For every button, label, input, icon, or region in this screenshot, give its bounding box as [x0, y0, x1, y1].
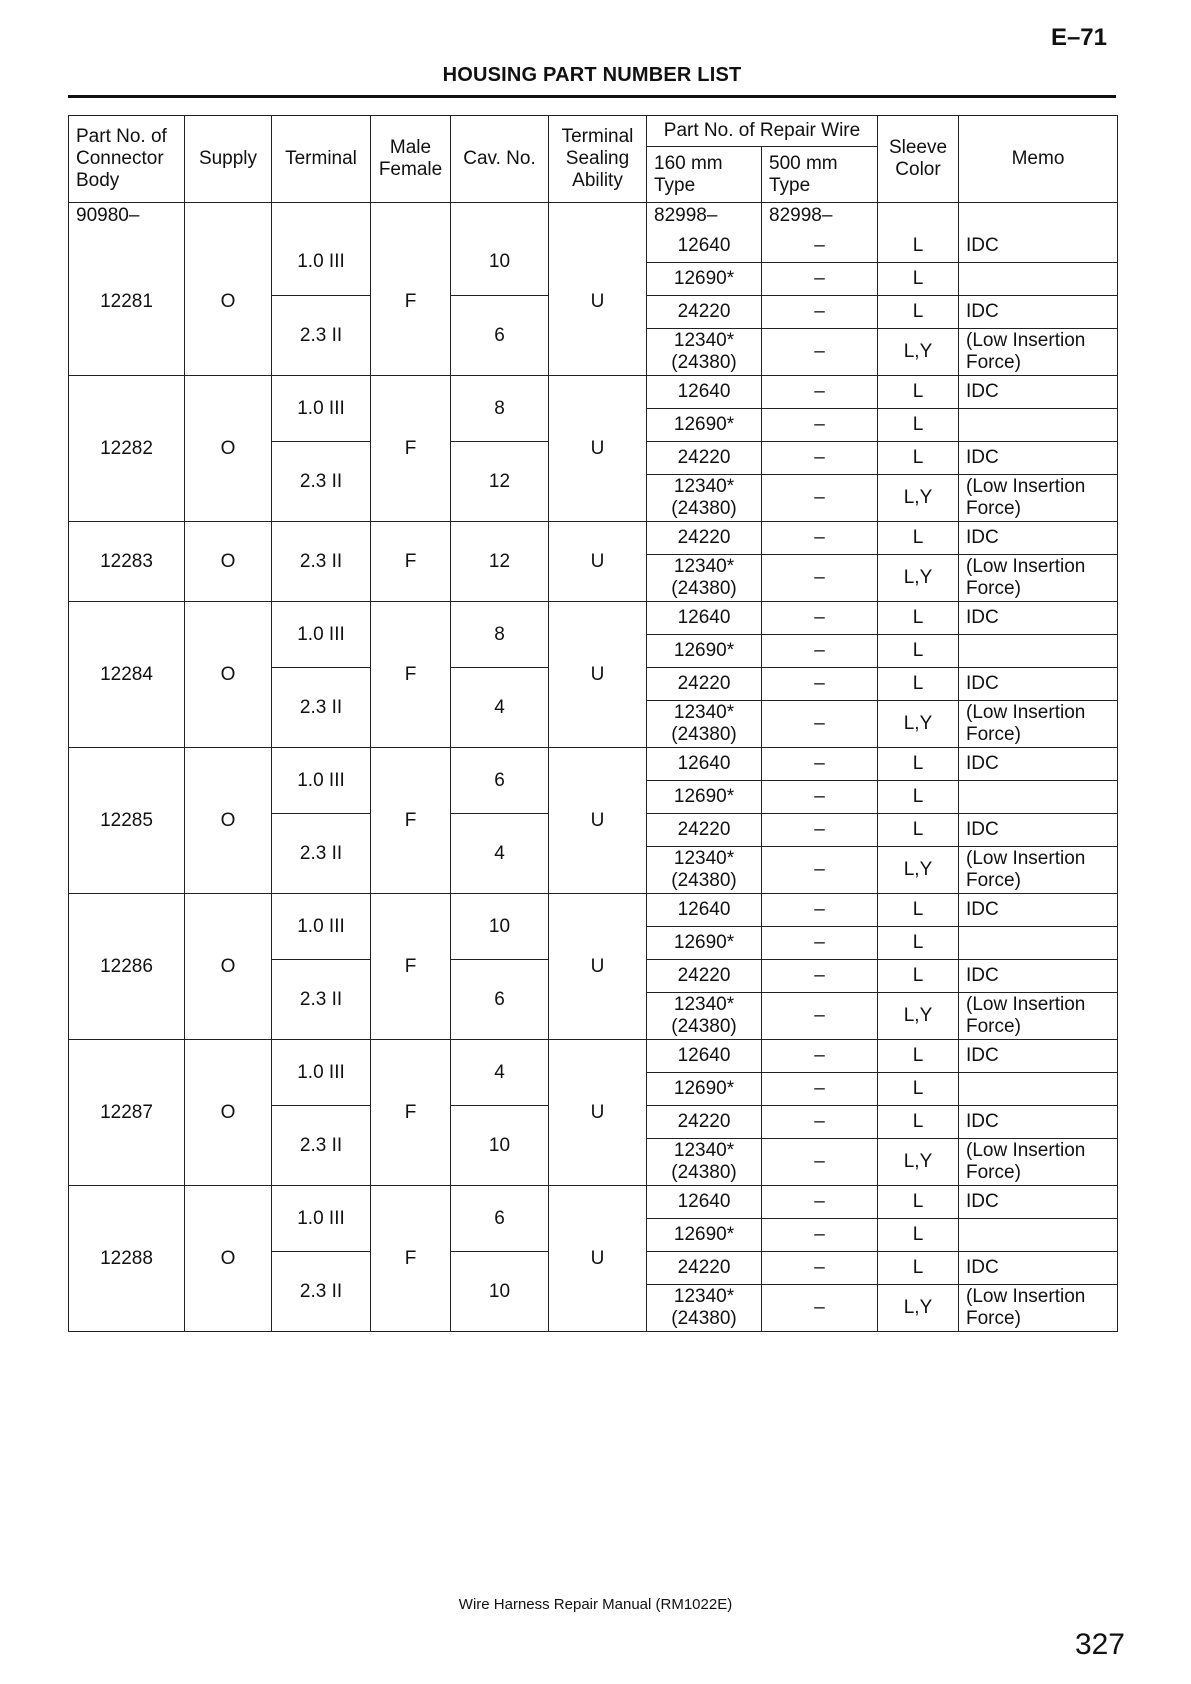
wire-160-cell: [647, 296, 762, 329]
memo-cell: [959, 230, 1118, 263]
wire-160-value: 24220: [677, 1257, 731, 1278]
wire-160-alt-value: (24380): [671, 870, 737, 891]
sleeve-color-cell: L: [878, 894, 959, 927]
memo-cell: [959, 602, 1118, 635]
sleeve-color-cell: L: [878, 1040, 959, 1073]
table-row: [69, 230, 1118, 263]
memo-cell: [959, 442, 1118, 475]
terminal-cell: 1.0 III: [272, 376, 371, 442]
col-header-160mm: 160 mm Type: [647, 147, 762, 203]
connector-body-part-no: 12285: [69, 748, 185, 894]
memo-text: IDC: [966, 1045, 999, 1066]
wire-160-cell: [647, 781, 762, 814]
wire-160-value: 12690*: [673, 640, 735, 661]
memo-cell: [959, 1073, 1118, 1106]
sealing-cell: U: [549, 602, 647, 748]
memo-text: (Low Insertion: [966, 1286, 1086, 1307]
memo-text: IDC: [966, 1111, 999, 1132]
terminal-cell: 2.3 II: [272, 442, 371, 522]
cav-no-cell: 4: [451, 1040, 549, 1106]
wire-500-cell: –: [762, 522, 878, 555]
memo-cell: [959, 522, 1118, 555]
memo-cell: [959, 781, 1118, 814]
cav-no-cell: 6: [451, 1186, 549, 1252]
supply-cell: O: [185, 1040, 272, 1186]
wire-160-cell: [647, 701, 762, 748]
sleeve-color-cell: L: [878, 602, 959, 635]
cav-no-cell: 10: [451, 1106, 549, 1186]
sleeve-color-cell: L: [878, 1252, 959, 1285]
wire-160-value: 12640: [677, 899, 731, 920]
terminal-cell: 1.0 III: [272, 602, 371, 668]
memo-cell: [959, 263, 1118, 296]
wire-160-alt-value: (24380): [671, 498, 737, 519]
wire-160-alt-value: (24380): [671, 1162, 737, 1183]
connector-body-part-no: 12287: [69, 1040, 185, 1186]
male-female-cell: F: [371, 894, 451, 1040]
sleeve-color-cell: L: [878, 1219, 959, 1252]
wire-160-alt-value: (24380): [671, 352, 737, 373]
cav-no-cell: 8: [451, 376, 549, 442]
wire-500-cell: –: [762, 1285, 878, 1332]
memo-text-cont: Force): [966, 498, 1021, 519]
wire-500-cell: –: [762, 814, 878, 847]
memo-cell: [959, 960, 1118, 993]
memo-text-cont: Force): [966, 1162, 1021, 1183]
memo-text: IDC: [966, 447, 999, 468]
table-row: [69, 376, 1118, 409]
memo-text: IDC: [966, 381, 999, 402]
wire-160-cell: [647, 1106, 762, 1139]
memo-cell: [959, 748, 1118, 781]
wire-160-value: 12340*: [673, 556, 735, 577]
wire-160-value: 12640: [677, 381, 731, 402]
wire-160-value: 12640: [677, 234, 731, 256]
col-header-terminal: Terminal: [272, 116, 371, 203]
supply-cell: O: [185, 748, 272, 894]
col-header-connector-body: Part No. of Connector Body: [69, 116, 185, 203]
connector-body-part-no: 12284: [69, 602, 185, 748]
wire-160-cell: [647, 409, 762, 442]
col-header-terminal-sealing: Terminal Sealing Ability: [549, 116, 647, 203]
memo-text: IDC: [966, 965, 999, 986]
supply-cell: O: [185, 376, 272, 522]
terminal-cell: 1.0 III: [272, 748, 371, 814]
memo-text: IDC: [966, 753, 999, 774]
page-title: HOUSING PART NUMBER LIST: [442, 64, 742, 86]
memo-cell: [959, 847, 1118, 894]
wire-160-cell: [647, 1186, 762, 1219]
wire-500-cell: –: [762, 1219, 878, 1252]
wire-160-value: 24220: [677, 1111, 731, 1132]
memo-text-cont: Force): [966, 724, 1021, 745]
memo-text-cont: Force): [966, 578, 1021, 599]
sleeve-color-cell: L: [878, 409, 959, 442]
wire-500-cell: –: [762, 1040, 878, 1073]
wire-160-cell: [647, 1040, 762, 1073]
wire-160-value: 12640: [677, 1045, 731, 1066]
wire-160-cell: [647, 1252, 762, 1285]
wire-500-cell: –: [762, 230, 878, 263]
memo-cell: [959, 296, 1118, 329]
supply-cell: O: [185, 230, 272, 376]
memo-text-cont: Force): [966, 1016, 1021, 1037]
supply-cell: O: [185, 522, 272, 602]
sleeve-color-cell: L: [878, 230, 959, 263]
sleeve-color-cell: L: [878, 296, 959, 329]
connector-body-part-no: 12282: [69, 376, 185, 522]
col-header-sleeve-color: Sleeve Color: [878, 116, 959, 203]
wire-500-cell: –: [762, 409, 878, 442]
wire-500-cell: –: [762, 847, 878, 894]
manual-name: Wire Harness Repair Manual (RM1022E): [458, 1596, 733, 1613]
wire-160-value: 12340*: [673, 476, 735, 497]
sealing-cell: U: [549, 1186, 647, 1332]
male-female-cell: F: [371, 230, 451, 376]
wire-160-value: 12340*: [673, 702, 735, 723]
memo-cell: [959, 329, 1118, 376]
memo-cell: [959, 927, 1118, 960]
wire-160-value: 12690*: [673, 1224, 735, 1245]
memo-cell: [959, 475, 1118, 522]
wire-500-cell: –: [762, 296, 878, 329]
sealing-cell: U: [549, 522, 647, 602]
wire-160-cell: [647, 602, 762, 635]
sleeve-color-cell: L: [878, 960, 959, 993]
memo-text: (Low Insertion: [966, 702, 1086, 723]
terminal-cell: 1.0 III: [272, 230, 371, 296]
memo-text-cont: Force): [966, 352, 1021, 373]
wire-160-cell: [647, 847, 762, 894]
wire-160-cell: [647, 555, 762, 602]
sleeve-color-cell: L,Y: [878, 1139, 959, 1186]
connector-body-part-no: 12281: [69, 230, 185, 376]
wire-160-value: 12340*: [673, 994, 735, 1015]
supply-cell: O: [185, 894, 272, 1040]
cav-no-cell: 12: [451, 442, 549, 522]
memo-text: (Low Insertion: [966, 1140, 1086, 1161]
wire-500-cell: –: [762, 993, 878, 1040]
cav-no-cell: 6: [451, 748, 549, 814]
wire-500-cell: –: [762, 894, 878, 927]
cav-no-cell: 8: [451, 602, 549, 668]
wire-160-value: 12340*: [673, 1140, 735, 1161]
memo-cell: [959, 701, 1118, 748]
wire-160-cell: [647, 1073, 762, 1106]
table-row: [69, 522, 1118, 555]
cav-no-cell: 6: [451, 960, 549, 1040]
wire-500-cell: –: [762, 329, 878, 376]
wire-160-value: 24220: [677, 527, 731, 548]
memo-text: (Low Insertion: [966, 556, 1086, 577]
sleeve-color-cell: L,Y: [878, 701, 959, 748]
memo-text: IDC: [966, 607, 999, 628]
connector-body-part-no: 12283: [69, 522, 185, 602]
wire-160-cell: [647, 442, 762, 475]
page-code: E–71: [1050, 24, 1107, 51]
wire-160-value: 12690*: [673, 786, 735, 807]
sleeve-color-cell: L: [878, 668, 959, 701]
wire-160-cell: [647, 475, 762, 522]
sealing-cell: U: [549, 230, 647, 376]
sleeve-color-cell: L,Y: [878, 475, 959, 522]
wire-500-cell: –: [762, 927, 878, 960]
sealing-cell: U: [549, 376, 647, 522]
terminal-cell: 2.3 II: [272, 1106, 371, 1186]
memo-text: IDC: [966, 1191, 999, 1212]
terminal-cell: 2.3 II: [272, 296, 371, 376]
wire-500-cell: –: [762, 1186, 878, 1219]
wire-160-cell: [647, 1139, 762, 1186]
wire-160-cell: [647, 1219, 762, 1252]
col-header-male: Male: [389, 137, 432, 158]
sleeve-color-cell: L: [878, 442, 959, 475]
male-female-cell: F: [371, 1186, 451, 1332]
male-female-cell: F: [371, 522, 451, 602]
wire-160-value: 24220: [677, 447, 731, 468]
table-row: [69, 894, 1118, 927]
memo-cell: [959, 1285, 1118, 1332]
wire-500-cell: –: [762, 475, 878, 522]
cav-no-cell: 10: [451, 894, 549, 960]
wire-160-value: 12340*: [673, 330, 735, 351]
wire-160-value: 12640: [677, 607, 731, 628]
terminal-cell: 2.3 II: [272, 668, 371, 748]
col-header-cav-no: Cav. No.: [451, 116, 549, 203]
sleeve-color-cell: L,Y: [878, 1285, 959, 1332]
memo-cell: [959, 409, 1118, 442]
col-header-male-female: [371, 116, 451, 203]
wire-160-value: 12340*: [673, 848, 735, 869]
prefix-wire-160: 82998–: [647, 203, 762, 230]
wire-500-cell: –: [762, 748, 878, 781]
supply-cell: O: [185, 1186, 272, 1332]
cav-no-cell: 6: [451, 296, 549, 376]
sleeve-color-cell: L: [878, 1106, 959, 1139]
wire-500-cell: –: [762, 1139, 878, 1186]
prefix-connector-body: 90980–: [69, 203, 185, 230]
wire-160-alt-value: (24380): [671, 1308, 737, 1329]
sealing-cell: U: [549, 894, 647, 1040]
page-number: 327: [1074, 1628, 1125, 1661]
sealing-cell: U: [549, 1040, 647, 1186]
terminal-cell: 1.0 III: [272, 1040, 371, 1106]
wire-500-cell: –: [762, 1073, 878, 1106]
prefix-row: [69, 203, 1118, 230]
memo-text: (Low Insertion: [966, 476, 1086, 497]
male-female-cell: F: [371, 602, 451, 748]
sleeve-color-cell: L: [878, 522, 959, 555]
wire-160-value: 12690*: [673, 268, 735, 289]
memo-cell: [959, 814, 1118, 847]
terminal-cell: 1.0 III: [272, 894, 371, 960]
wire-160-cell: [647, 1285, 762, 1332]
memo-cell: [959, 555, 1118, 602]
terminal-cell: 2.3 II: [272, 960, 371, 1040]
col-header-memo: Memo: [959, 116, 1118, 203]
memo-text: (Low Insertion: [966, 994, 1086, 1015]
col-header-female: Female: [378, 159, 443, 180]
col-header-500mm: 500 mm Type: [762, 147, 878, 203]
memo-cell: [959, 1106, 1118, 1139]
memo-cell: [959, 1139, 1118, 1186]
table-row: [69, 748, 1118, 781]
table-row: [69, 1186, 1118, 1219]
sleeve-color-cell: L: [878, 263, 959, 296]
memo-text-cont: Force): [966, 1308, 1021, 1329]
sleeve-color-cell: L,Y: [878, 555, 959, 602]
sleeve-color-cell: L: [878, 748, 959, 781]
wire-500-cell: –: [762, 1252, 878, 1285]
memo-text-cont: Force): [966, 870, 1021, 891]
wire-160-cell: [647, 522, 762, 555]
memo-text: (Low Insertion: [966, 330, 1086, 351]
housing-part-table: [68, 115, 1118, 1332]
sleeve-color-cell: L,Y: [878, 329, 959, 376]
cav-no-cell: 10: [451, 1252, 549, 1332]
wire-160-cell: [647, 376, 762, 409]
sleeve-color-cell: L: [878, 635, 959, 668]
wire-160-value: 12340*: [673, 1286, 735, 1307]
wire-160-value: 24220: [677, 673, 731, 694]
wire-500-cell: –: [762, 701, 878, 748]
memo-cell: [959, 1186, 1118, 1219]
sealing-cell: U: [549, 748, 647, 894]
sleeve-color-cell: L: [878, 376, 959, 409]
wire-160-cell: [647, 748, 762, 781]
memo-cell: [959, 894, 1118, 927]
connector-body-part-no: 12286: [69, 894, 185, 1040]
memo-text: IDC: [966, 234, 999, 256]
memo-text: IDC: [966, 1257, 999, 1278]
wire-500-cell: –: [762, 602, 878, 635]
memo-cell: [959, 993, 1118, 1040]
wire-160-cell: [647, 263, 762, 296]
table-row: [69, 602, 1118, 635]
wire-160-value: 12690*: [673, 932, 735, 953]
terminal-cell: 2.3 II: [272, 1252, 371, 1332]
wire-160-cell: [647, 230, 762, 263]
wire-160-value: 24220: [677, 965, 731, 986]
wire-160-value: 12640: [677, 753, 731, 774]
memo-cell: [959, 1040, 1118, 1073]
sleeve-color-cell: L: [878, 1186, 959, 1219]
cav-no-cell: 4: [451, 668, 549, 748]
cav-no-cell: 10: [451, 230, 549, 296]
memo-cell: [959, 635, 1118, 668]
prefix-wire-500: 82998–: [762, 203, 878, 230]
male-female-cell: F: [371, 1040, 451, 1186]
wire-500-cell: –: [762, 442, 878, 475]
wire-160-cell: [647, 993, 762, 1040]
wire-160-alt-value: (24380): [671, 1016, 737, 1037]
terminal-cell: 2.3 II: [272, 522, 371, 602]
wire-160-value: 24220: [677, 819, 731, 840]
memo-cell: [959, 1252, 1118, 1285]
wire-160-cell: [647, 635, 762, 668]
memo-text: IDC: [966, 527, 999, 548]
memo-text: IDC: [966, 673, 999, 694]
wire-160-value: 12690*: [673, 414, 735, 435]
sleeve-color-cell: L,Y: [878, 993, 959, 1040]
wire-500-cell: –: [762, 668, 878, 701]
wire-500-cell: –: [762, 376, 878, 409]
sleeve-color-cell: L,Y: [878, 847, 959, 894]
wire-160-cell: [647, 668, 762, 701]
memo-text: IDC: [966, 301, 999, 322]
memo-cell: [959, 1219, 1118, 1252]
wire-500-cell: –: [762, 1106, 878, 1139]
wire-160-alt-value: (24380): [671, 578, 737, 599]
sleeve-color-cell: L: [878, 814, 959, 847]
sleeve-color-cell: L: [878, 1073, 959, 1106]
sleeve-color-cell: L: [878, 781, 959, 814]
male-female-cell: F: [371, 748, 451, 894]
wire-160-cell: [647, 960, 762, 993]
terminal-cell: 1.0 III: [272, 1186, 371, 1252]
supply-cell: O: [185, 602, 272, 748]
wire-500-cell: –: [762, 555, 878, 602]
wire-160-value: 12690*: [673, 1078, 735, 1099]
wire-500-cell: –: [762, 781, 878, 814]
cav-no-cell: 12: [451, 522, 549, 602]
wire-160-value: 12640: [677, 1191, 731, 1212]
title-rule: [68, 95, 1116, 98]
wire-500-cell: –: [762, 635, 878, 668]
male-female-cell: F: [371, 376, 451, 522]
wire-500-cell: –: [762, 263, 878, 296]
cav-no-cell: 4: [451, 814, 549, 894]
wire-160-cell: [647, 927, 762, 960]
wire-500-cell: –: [762, 960, 878, 993]
wire-160-value: 24220: [677, 301, 731, 322]
memo-text: IDC: [966, 899, 999, 920]
sleeve-color-cell: L: [878, 927, 959, 960]
memo-cell: [959, 668, 1118, 701]
table-row: [69, 1040, 1118, 1073]
col-header-supply: Supply: [185, 116, 272, 203]
memo-text: IDC: [966, 819, 999, 840]
wire-160-cell: [647, 814, 762, 847]
wire-160-alt-value: (24380): [671, 724, 737, 745]
terminal-cell: 2.3 II: [272, 814, 371, 894]
col-header-repair-wire: Part No. of Repair Wire: [647, 116, 878, 147]
memo-text: (Low Insertion: [966, 848, 1086, 869]
memo-cell: [959, 376, 1118, 409]
table-body: [69, 203, 1118, 1332]
wire-160-cell: [647, 329, 762, 376]
wire-160-cell: [647, 894, 762, 927]
connector-body-part-no: 12288: [69, 1186, 185, 1332]
